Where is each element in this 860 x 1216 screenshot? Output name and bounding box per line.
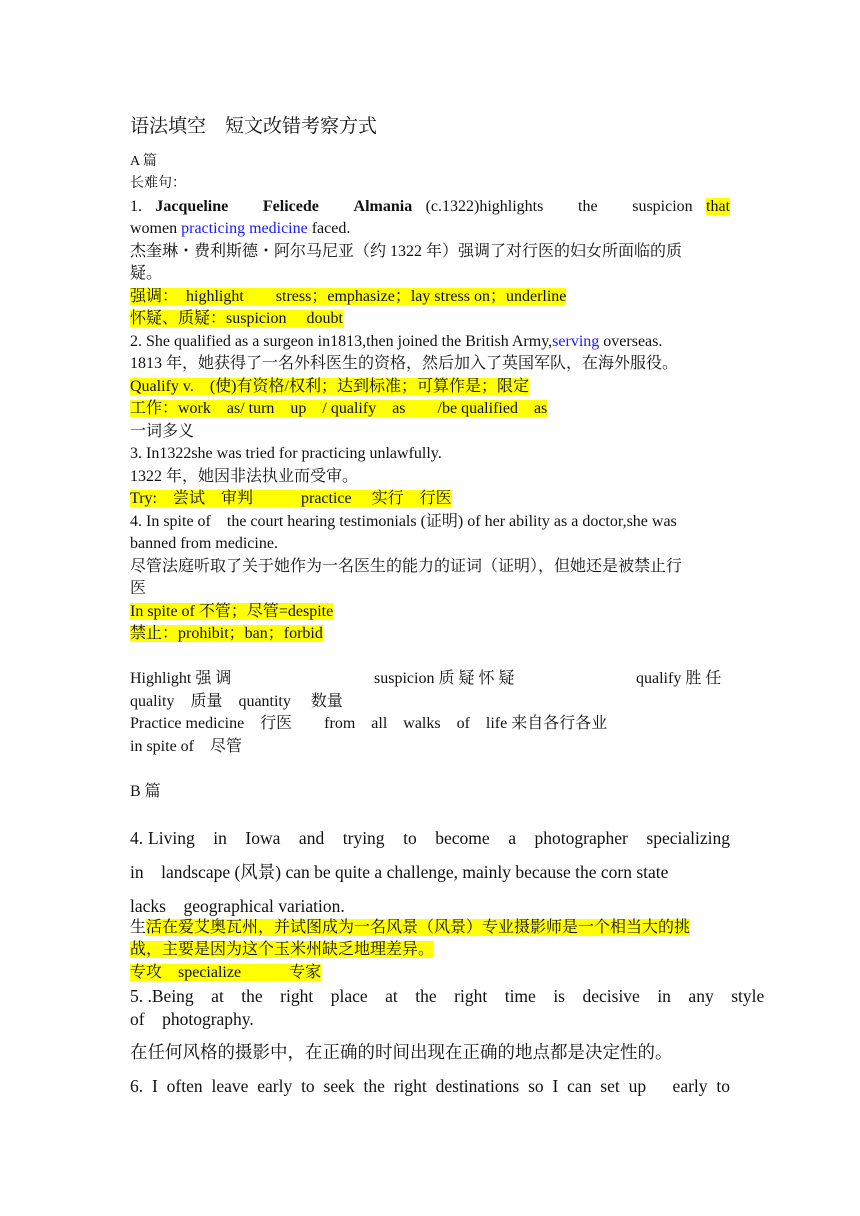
highlight-text: 强调： highlight stress；emphasize；lay stress on；underline xyxy=(130,288,567,305)
sentence-3-cn: 1322 年，她因非法执业而受审。 xyxy=(130,468,359,485)
b-sentence-4-line-2: in landscape (风景) can be quite a challenge, mainly because the corn state xyxy=(130,862,669,882)
highlight-text: 活在爱艾奥瓦州，并试图成为一名风景（风景）专业摄影师是一个相当大的挑 xyxy=(146,919,691,936)
sentence-1-faced: faced. xyxy=(311,220,351,237)
b-sentence-4-line-3: lacks geographical variation. xyxy=(130,896,345,916)
b-sentence-4-line-1: 4. Living in Iowa and trying to become a photographer specializing xyxy=(130,828,730,848)
b-sentence-4-highlight xyxy=(130,962,321,984)
highlight-text: In spite of 不管；尽管=despite xyxy=(130,603,334,620)
sentence-1-name: Jacqueline Felicede Almania xyxy=(155,198,413,215)
b-sentence-4-cn-1 xyxy=(130,917,690,939)
sentence-1-line-1 xyxy=(130,196,730,218)
sentence-1-rest: (c.1322)highlights the suspicion xyxy=(425,198,693,215)
highlight-text: 战，主要是因为这个玉米州缺乏地理差异。 xyxy=(130,941,435,958)
highlight-text: Qualify v. (使)有资格/权利；达到标准；可算作是；限定 xyxy=(130,378,529,395)
page-title: 语法填空 短文改错考察方式 xyxy=(130,116,378,137)
sentence-4-line-2: banned from medicine. xyxy=(130,535,278,552)
vocab-highlight: Highlight 强 调 xyxy=(130,670,232,687)
highlight-text: Try: 尝试 审判 practice 实行 行医 xyxy=(130,490,452,507)
sentence-4-cn-1: 尽管法庭听取了关于她作为一名医生的能力的证词（证明），但她还是被禁止行 xyxy=(130,558,683,575)
b-sentence-5-line-2: of photography. xyxy=(130,1009,254,1029)
b-sentence-5-line-1: 5. .Being at the right place at the right time is decisive in any style xyxy=(130,986,765,1006)
sentence-1-women: women xyxy=(130,220,178,237)
vocab-practice: Practice medicine 行医 from all walks of life 来自各行各业 xyxy=(130,715,608,732)
sentence-1-line-2 xyxy=(130,218,350,240)
b-sentence-6-line-1: 6. I often leave early to seek the right destinations so I can set up early to xyxy=(130,1076,730,1096)
vocab-quality: quality 质量 quantity 数量 xyxy=(130,693,343,710)
sentence-1-cn-1: 杰奎琳・费利斯德・阿尔马尼亚（约 1322 年）强调了对行医的妇女所面临的质 xyxy=(130,243,683,260)
sentence-4-highlight-1 xyxy=(130,601,333,623)
sentence-1-highlight-2 xyxy=(130,308,343,330)
sentence-2-highlight-2 xyxy=(130,398,547,420)
b-sentence-5-cn: 在任何风格的摄影中，在正确的时间出现在正确的地点都是决定性的。 xyxy=(130,1042,673,1062)
sentence-4-line-1: 4. In spite of the court hearing testimonials (证明) of her ability as a doctor,she was xyxy=(130,513,677,530)
highlight-text: 怀疑、质疑：suspicion doubt xyxy=(130,310,343,327)
sentence-1-that: that xyxy=(706,198,731,215)
sentence-4-highlight-2 xyxy=(130,623,323,645)
sentence-2-serving: serving xyxy=(552,333,600,350)
b-sentence-4-cn-2 xyxy=(130,939,434,961)
sentence-1-highlight-1 xyxy=(130,286,566,308)
sentence-2-part-b: overseas. xyxy=(599,333,663,350)
sentence-3-highlight xyxy=(130,488,452,510)
sentence-2 xyxy=(130,331,662,353)
long-sentences-label: 长难句： xyxy=(130,176,186,191)
highlight-text: 禁止：prohibit；ban；forbid xyxy=(130,625,323,642)
sentence-2-note: 一词多义 xyxy=(130,423,195,440)
sentence-2-cn: 1813 年，她获得了一名外科医生的资格，然后加入了英国军队，在海外服役。 xyxy=(130,355,679,372)
vocab-qualify: qualify 胜 任 xyxy=(636,670,722,687)
sentence-3: 3. In1322she was tried for practicing unlawfully. xyxy=(130,445,442,462)
section-a-heading: A 篇 xyxy=(130,154,157,169)
sentence-2-part-a: 2. She qualified as a surgeon in1813,then joined the British Army, xyxy=(130,333,553,350)
sentence-2-highlight-1 xyxy=(130,376,529,398)
vocab-in-spite-of: in spite of 尽管 xyxy=(130,738,242,755)
highlight-text: 专攻 specialize 专家 xyxy=(130,964,322,981)
sentence-1-number: 1. xyxy=(130,198,142,215)
cn-first-char: 生 xyxy=(130,919,147,936)
sentence-4-cn-2: 医 xyxy=(130,580,147,597)
highlight-text: 工作：work as/ turn up / qualify as /be qualified as xyxy=(130,400,548,417)
sentence-1-practicing: practicing medicine xyxy=(181,220,308,237)
section-b-heading: B 篇 xyxy=(130,783,161,800)
vocab-suspicion: suspicion 质 疑 怀 疑 xyxy=(374,670,515,687)
sentence-1-cn-2: 疑。 xyxy=(130,265,163,282)
